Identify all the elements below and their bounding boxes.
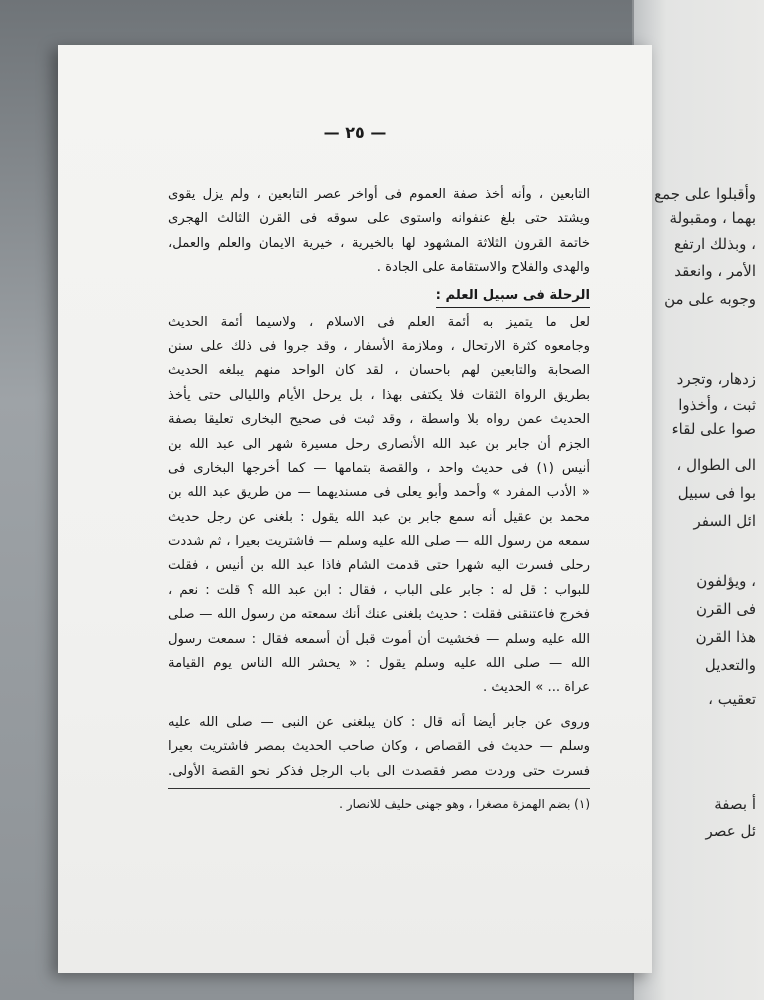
- text-line: أنيس (١) فى حديث واحد ، والقصة بتمامها — كما أخرجها البخارى فى: [168, 460, 590, 476]
- adjacent-line: تعقيب ،: [708, 690, 756, 708]
- adjacent-line: ، ويؤلفون: [696, 572, 756, 590]
- text-line: والهدى والفلاح والاستقامة على الجادة .: [376, 260, 590, 276]
- text-line: بطريق الرواة الثقات فلا يكتفى بهذا ، بل يرحل الأيام والليالى حتى يأخذ: [168, 387, 590, 403]
- adjacent-line: زدهار، وتجرد: [676, 370, 756, 388]
- adjacent-line: ائل السفر: [693, 512, 756, 530]
- adjacent-line: الأمر ، وانعقد: [674, 262, 756, 280]
- text-line: فخرج فاعتنقنى فقلت : حديث بلغنى عنك أنك سمعته من رسول الله — صلى: [168, 607, 590, 623]
- text-line: وجامعوه كثرة الارتحال ، وملازمة الأسفار ، وقد جروا فى ذلك على سنن: [168, 338, 590, 354]
- text-line: عراة ... » الحديث .: [482, 680, 590, 696]
- footnote-rule: [168, 788, 590, 789]
- footnote: (١) بضم الهمزة مصغرا ، وهو جهنى حليف للانصار .: [339, 796, 590, 811]
- book-page: [58, 45, 652, 973]
- text-line: وسلم — حديث فى القصاص ، وكان صاحب الحديث بمصر فاشتريت بعيرا: [168, 739, 590, 755]
- adjacent-line: بوا فى سبيل: [677, 484, 756, 502]
- adjacent-line: ثبت ، وأخذوا: [678, 396, 756, 414]
- text-line: وروى عن جابر أيضا أنه قال : كان يبلغنى عن النبى — صلى الله عليه: [168, 714, 590, 730]
- page-body: [168, 183, 590, 815]
- text-line: فسرت حتى وردت مصر فقصدت الى باب الرجل فذكر نحو القصة الأولى.: [168, 763, 590, 779]
- adjacent-line: فى القرن: [695, 600, 756, 618]
- text-line: الله عليه وسلم — فخشيت أن أموت قبل أن أسمعه فقال : سمعت رسول: [168, 631, 590, 647]
- adjacent-line: الى الطوال ،: [676, 456, 756, 474]
- text-line: خاتمة القرون الثلاثة المشهود لها بالخيرية ، خيرية الايمان والعلم والعمل،: [168, 235, 590, 251]
- adjacent-line: ئل عصر: [705, 822, 756, 840]
- section-heading-row: [168, 281, 590, 311]
- text-line: الحديث عمن رواه بلا واسطة ، وقد ثبت فى صحيح البخارى تعليقا بصفة: [168, 412, 590, 428]
- text-line: الصحابة والتابعين لهم باحسان ، لقد كان الواحد منهم يبلغه الحديث: [168, 363, 590, 379]
- adjacent-line: أ بصفة: [714, 795, 756, 813]
- text-line: « الأدب المفرد » وأحمد وأبو يعلى فى مسنديهما — من طريق عبد الله بن: [168, 485, 590, 501]
- text-line: الله — صلى الله عليه وسلم يقول : « يحشر الله الناس يوم القيامة: [168, 656, 590, 672]
- text-line: للبواب : قل له : جابر على الباب ، فقال : ابن عبد الله ؟ قلت : نعم ،: [168, 582, 590, 598]
- text-line: سمعه من رسول الله — صلى الله عليه وسلم — فاشتريت بعيرا ، ثم شددت: [168, 534, 590, 550]
- adjacent-line: صوا على لقاء: [671, 420, 756, 438]
- section-heading: الرحلة فى سبيل العلم :: [436, 285, 590, 308]
- text-line: لعل ما يتميز به أئمة العلم فى الاسلام ، ولاسيما أئمة الحديث: [168, 314, 590, 330]
- adjacent-line: بهما ، ومقبولة: [669, 209, 756, 227]
- adjacent-line: ، وبذلك ارتفع: [673, 235, 756, 253]
- text-line: الجزم أن جابر بن عبد الله الأنصارى رحل مسيرة شهر الى عبد الله بن: [168, 436, 590, 452]
- adjacent-line: وجوبه على من: [664, 290, 756, 308]
- text-line: التابعين ، وأنه أخذ صفة العموم فى أواخر عصر التابعين ، ولم يزل يقوى: [168, 187, 590, 202]
- page-number: — ٢٥ —: [323, 123, 387, 142]
- adjacent-line: هذا القرن: [695, 628, 756, 646]
- text-line: محمد بن عقيل أنه سمع جابر بن عبد الله يقول : بلغنى عن رجل حديث: [168, 509, 590, 525]
- adjacent-line: وأقبلوا على جمع: [654, 185, 756, 203]
- paragraph-gap: [168, 701, 590, 711]
- adjacent-line: والتعديل: [704, 656, 756, 674]
- text-line: رحلى فسرت اليه شهرا حتى قدمت الشام فاذا عبد الله بن أنيس ، فقلت: [168, 558, 590, 574]
- text-line: ويشتد حتى بلغ عنفوانه واستوى على سوقه فى القرن الثالث الهجرى: [168, 211, 590, 227]
